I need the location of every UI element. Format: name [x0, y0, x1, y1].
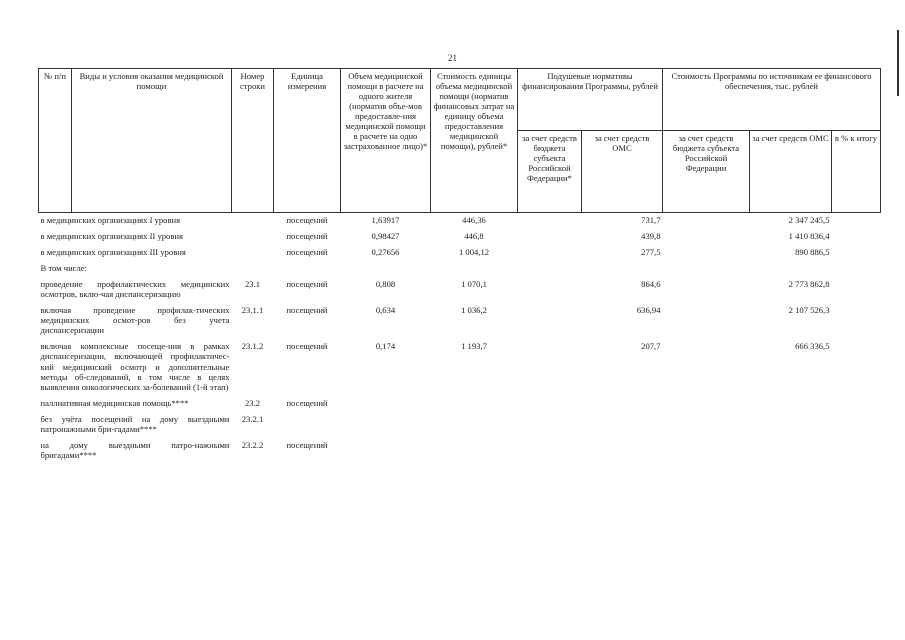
cell-cost — [431, 412, 518, 438]
table-row — [39, 438, 881, 464]
cell-per-capita-oms: 636,94 — [636, 305, 661, 316]
cell-per-capita-budget — [518, 229, 582, 245]
cell-unit: посещений — [286, 305, 328, 316]
cell-per-capita-oms: 731,7 — [641, 215, 661, 225]
header-num: № п/п — [39, 69, 72, 213]
cell-unit — [274, 261, 341, 277]
table-row — [39, 229, 881, 245]
cell-cost: 1 036,2 — [461, 305, 487, 316]
cell-per-capita-budget — [518, 303, 582, 339]
cell-unit: посещений — [286, 231, 328, 242]
cell-row-no: 23.2.2 — [241, 439, 264, 450]
cell-per-capita-budget — [518, 339, 582, 395]
header-program-oms: за счет средств ОМС — [750, 131, 832, 213]
page-number: 21 — [448, 53, 457, 63]
header-row-no: Номер строки — [232, 69, 274, 213]
cell-row-no: 23.2.1 — [241, 413, 264, 424]
cell-program-budget — [663, 438, 750, 464]
cell-kind: проведение профилактических медицинских осмотров, вклю-чая диспансеризацию — [40, 279, 230, 300]
table-row — [39, 396, 881, 412]
cell-cost — [431, 396, 518, 412]
cell-row-no — [232, 229, 274, 245]
cell-program-budget — [663, 396, 750, 412]
cell-volume — [341, 396, 431, 412]
cell-kind: паллиативная медицинская помощь**** — [40, 397, 189, 408]
header-cost: Стоимость единицы объема медицинской помощи (норматив финансовых затрат на единицу объема предоставления медицинской помощи), рублей* — [431, 69, 518, 213]
cell-program-pct — [832, 438, 881, 464]
cell-program-pct — [832, 213, 881, 230]
cell-per-capita-budget — [518, 277, 582, 303]
cell-program-pct — [832, 339, 881, 395]
table-row — [39, 213, 881, 230]
cell-row-no — [232, 261, 274, 277]
cell-program-oms: 666 336,5 — [795, 341, 830, 352]
cell-row-no: 23.1.1 — [241, 305, 264, 316]
header-unit: Единица измерения — [274, 69, 341, 213]
cell-program-oms: 1 410 836,4 — [788, 231, 830, 242]
header-per-capita-budget: за счет средств бюджета субъекта Российской Федерации* — [518, 131, 582, 213]
cell-unit: посещений — [286, 439, 328, 450]
cell-program-budget — [663, 339, 750, 395]
cell-volume — [341, 412, 431, 438]
header-per-capita: Подушевые нормативы финансирования Программы, рублей — [518, 69, 663, 131]
cell-program-oms — [750, 438, 832, 464]
cell-per-capita-budget — [518, 438, 582, 464]
cell-unit: посещений — [286, 341, 328, 352]
cell-program-budget — [663, 277, 750, 303]
cell-volume: 0,27656 — [371, 247, 400, 258]
cell-per-capita-oms — [582, 438, 663, 464]
cell-per-capita-budget — [518, 396, 582, 412]
cell-program-oms: 2 347 245,5 — [788, 215, 830, 225]
cell-per-capita-oms: 207,7 — [641, 341, 661, 352]
cell-kind: включая комплексные посеще-ния в рамках диспансеризации, включающей профилактичес-кий медицинский осмотр и дополнительные методы об-следований, в том числе в целях выявления онкологических за-болеваний (1-й этап) — [40, 341, 230, 392]
cell-cost: 1 070,1 — [461, 279, 487, 290]
cell-volume: 1,63917 — [371, 215, 400, 225]
header-program-cost: Стоимость Программы по источникам ее финансового обеспечения, тыс. рублей — [663, 69, 881, 131]
cell-per-capita-oms — [582, 412, 663, 438]
cell-row-no — [232, 245, 274, 261]
cell-program-pct — [832, 261, 881, 277]
cell-per-capita-oms — [582, 396, 663, 412]
cell-per-capita-oms — [582, 261, 663, 277]
header-program-budget: за счет средств бюджета субъекта Российской Федерации — [663, 131, 750, 213]
cell-program-pct — [832, 396, 881, 412]
cell-per-capita-budget — [518, 261, 582, 277]
cell-unit: посещений — [286, 279, 328, 290]
cell-unit: посещений — [286, 215, 328, 225]
header-program-pct: в % к итогу — [832, 131, 881, 213]
cell-per-capita-budget — [518, 412, 582, 438]
cell-program-oms — [750, 412, 832, 438]
cell-program-budget — [663, 229, 750, 245]
cell-cost — [431, 261, 518, 277]
cell-per-capita-oms: 277,5 — [641, 247, 661, 258]
cell-volume: 0,634 — [375, 305, 396, 316]
cell-cost: 446,36 — [462, 215, 486, 225]
table-row — [39, 339, 881, 395]
cell-kind: в медицинских организациях I уровня — [40, 215, 181, 225]
cell-row-no: 23.1 — [244, 279, 261, 290]
header-kind: Виды и условия оказания медицинской помощи — [72, 69, 232, 213]
cell-per-capita-oms: 864,6 — [641, 279, 661, 290]
cell-volume: 0,174 — [375, 341, 396, 352]
cell-unit — [274, 412, 341, 438]
table-row — [39, 303, 881, 339]
table-row — [39, 245, 881, 261]
cell-program-pct — [832, 245, 881, 261]
cell-unit: посещений — [286, 247, 328, 258]
cell-program-oms: 2 107 526,3 — [788, 305, 830, 316]
table-row — [39, 261, 881, 277]
cell-row-no: 23.1.2 — [241, 341, 264, 352]
cell-kind: включая проведение профилак-тических медицинских осмот-ров без учета диспансеризации — [40, 305, 230, 336]
table-row — [39, 412, 881, 438]
scan-edge-mark — [897, 30, 899, 96]
cell-program-oms: 890 886,5 — [795, 247, 830, 258]
cell-row-no — [232, 213, 274, 230]
cell-cost: 1 193,7 — [461, 341, 487, 352]
cell-program-budget — [663, 261, 750, 277]
cell-unit: посещений — [286, 397, 328, 408]
cell-kind: в медицинских организациях II уровня — [40, 231, 183, 242]
table-row — [39, 277, 881, 303]
cell-cost — [431, 438, 518, 464]
header-per-capita-oms: за счет средств ОМС — [582, 131, 663, 213]
cell-volume: 0,98427 — [371, 231, 400, 242]
cell-program-pct — [832, 229, 881, 245]
cell-program-budget — [663, 303, 750, 339]
cell-kind: на дому выездными патро-нажными бригадами**** — [40, 439, 230, 460]
cell-volume — [341, 438, 431, 464]
cell-kind: В том числе: — [40, 263, 87, 274]
cell-program-budget — [663, 412, 750, 438]
cell-program-pct — [832, 303, 881, 339]
cell-program-budget — [663, 213, 750, 230]
cell-program-pct — [832, 277, 881, 303]
cell-program-oms — [750, 396, 832, 412]
header-volume: Объем медицинской помощи в расчете на одного жителя (норматив объе-мов предоставле-ния медицинской помощи в расчете на одно застрахованное лицо)* — [341, 69, 431, 213]
cell-per-capita-budget — [518, 245, 582, 261]
cell-program-oms — [750, 261, 832, 277]
cell-kind: без учёта посещений на дому выездными патронажными бри-гадами**** — [40, 413, 230, 434]
cell-program-oms: 2 773 862,8 — [788, 279, 830, 290]
cell-volume — [341, 261, 431, 277]
cell-cost: 1 004,12 — [458, 247, 490, 258]
table-body — [39, 213, 881, 464]
cell-per-capita-oms: 439,8 — [641, 231, 661, 242]
cell-kind: в медицинских организациях III уровня — [40, 247, 186, 258]
cell-volume: 0,808 — [375, 279, 396, 290]
cell-per-capita-budget — [518, 213, 582, 230]
cell-cost: 446,8 — [464, 231, 484, 242]
funding-table — [38, 68, 881, 464]
cell-program-pct — [832, 412, 881, 438]
cell-program-budget — [663, 245, 750, 261]
table-header — [39, 69, 881, 213]
cell-row-no: 23.2 — [244, 397, 261, 408]
